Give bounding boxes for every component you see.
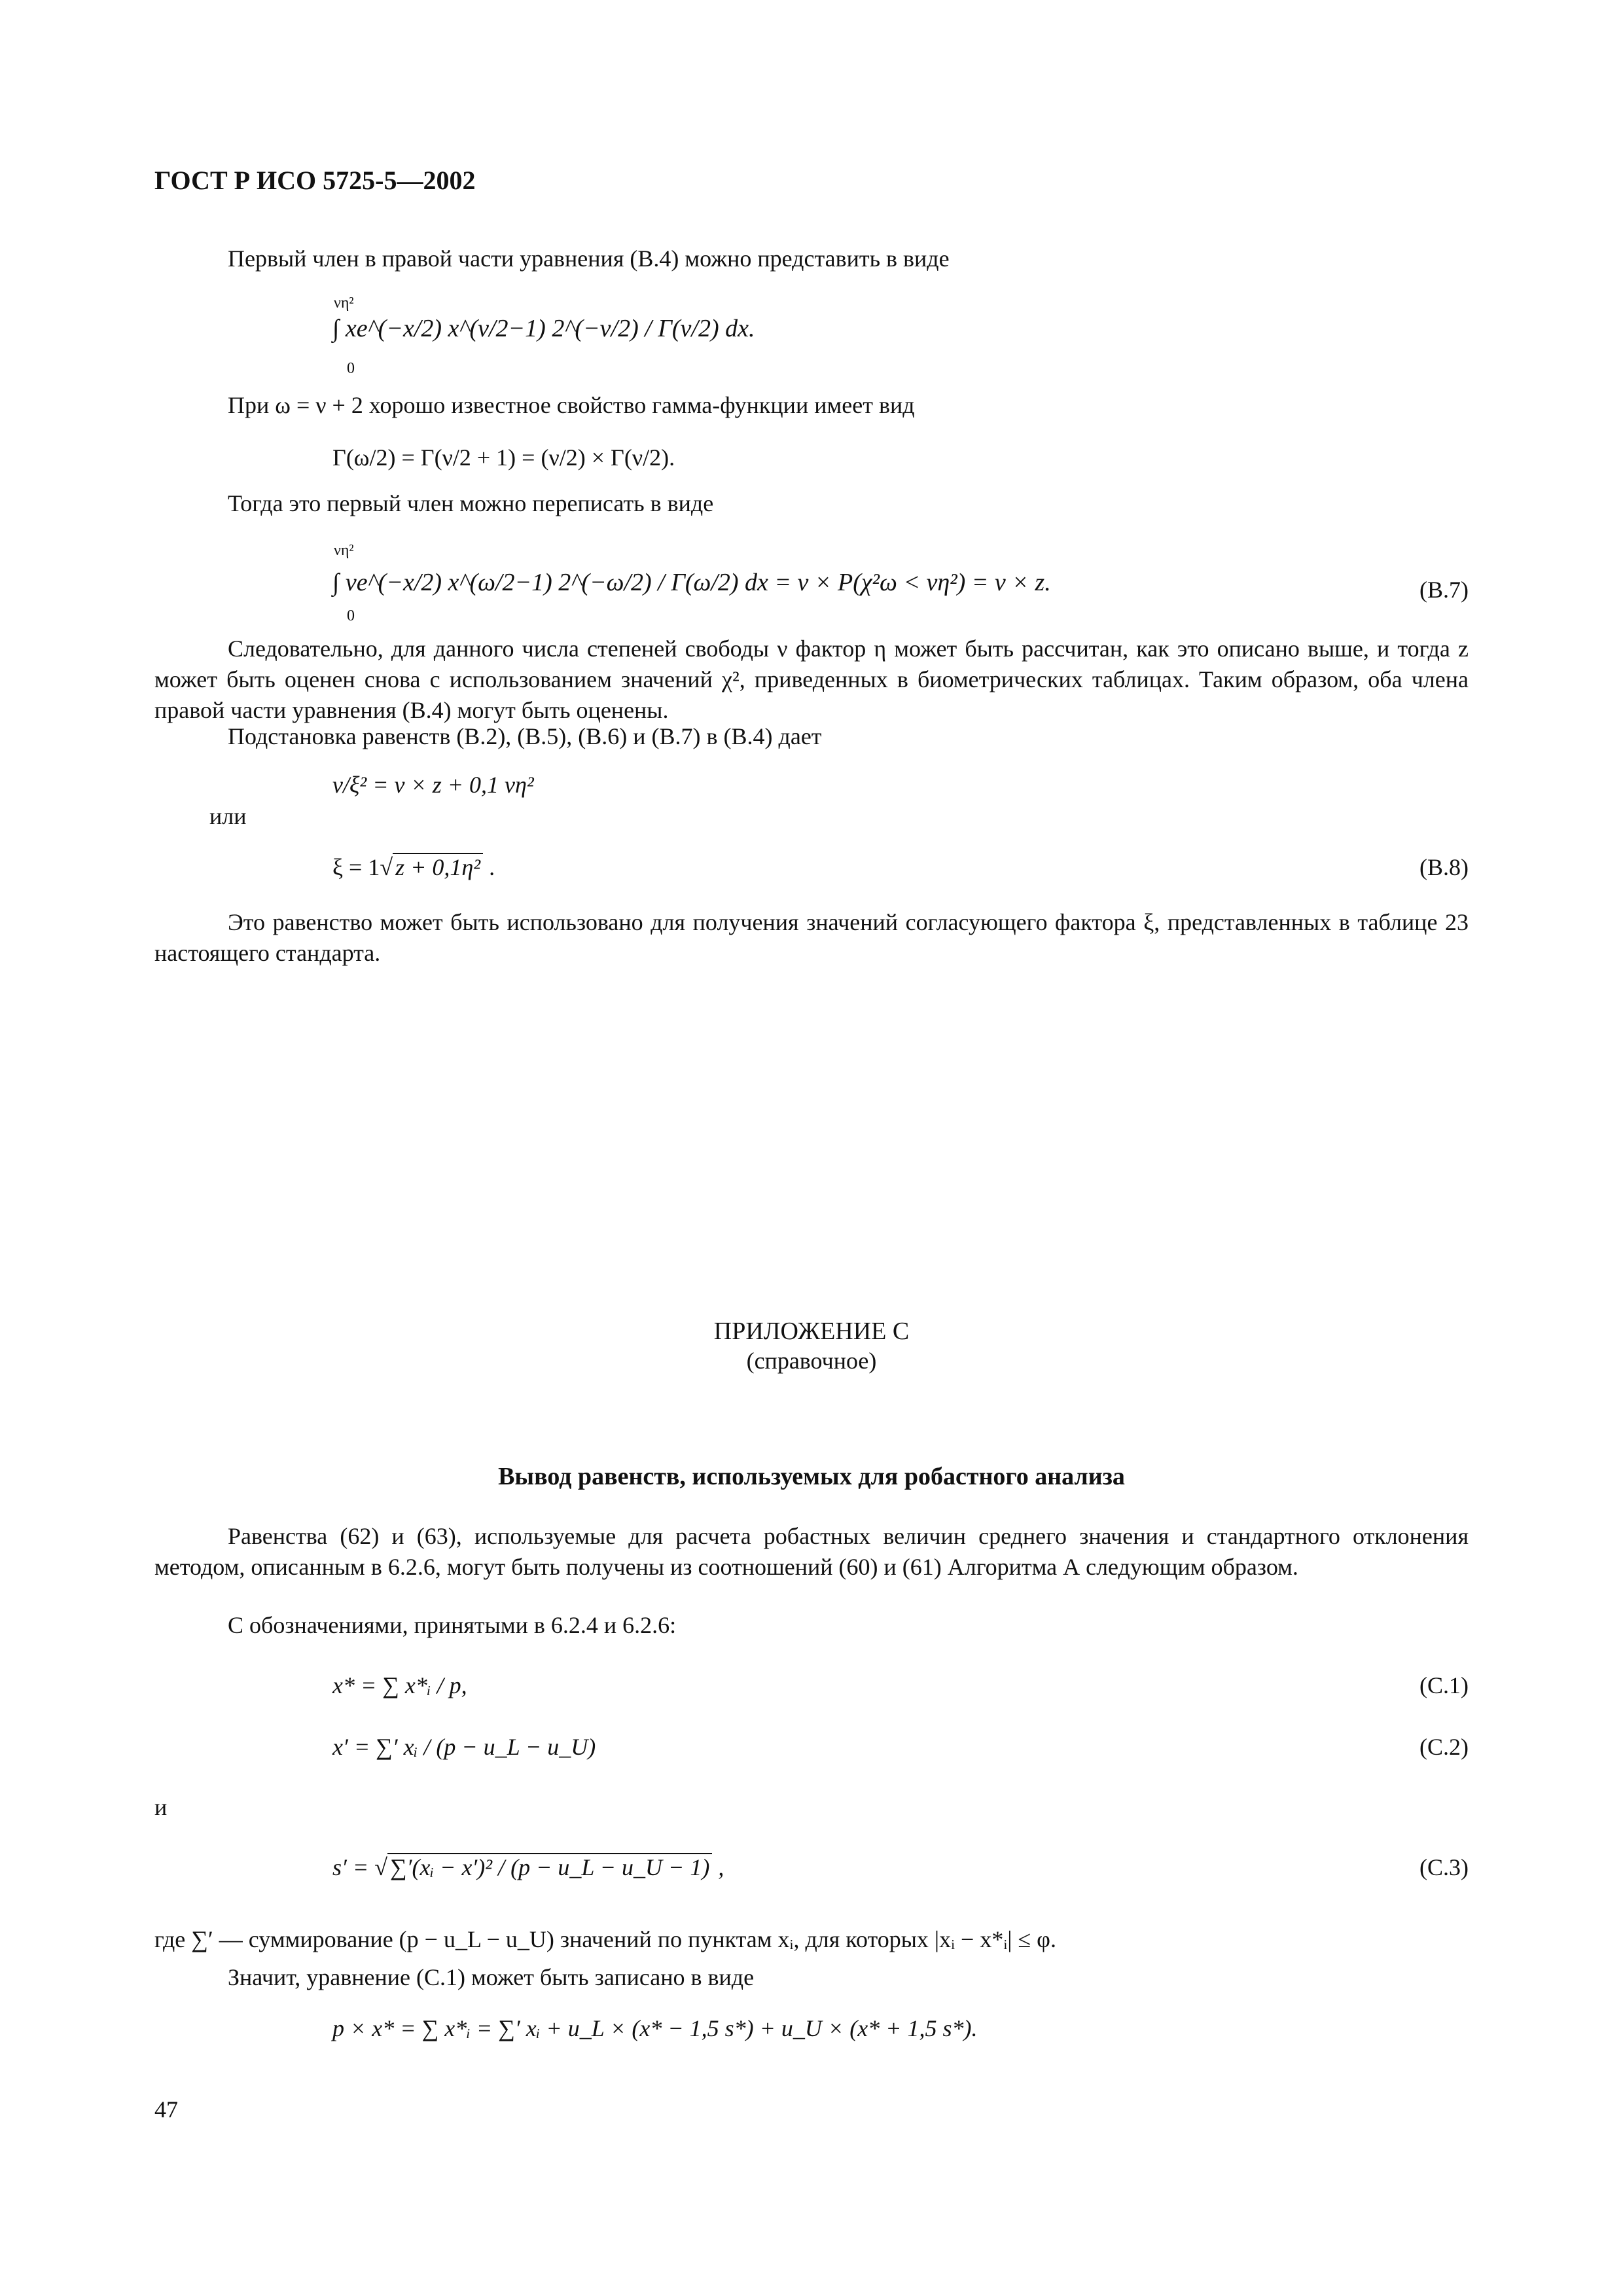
paragraph-c-intro: Равенства (62) и (63), используемые для расчета робастных величин среднего значения и стандартного отклонения методом, описанным в 6.2.6, могут быть получены из соотношений (60) и (61) Алгоритма А следующим образом. [154,1523,1469,1580]
integral1-lower-limit: 0 [347,360,355,377]
appendix-c-heading: Вывод равенств, используемых для робастного анализа [498,1463,1125,1490]
equation-c-final: p × x* = ∑ x*ᵢ = ∑′ xᵢ + u_L × (x* − 1,5 s*) + u_U × (x* + 1,5 s*). [332,2015,978,2041]
equation-c3-end: , [718,1854,724,1880]
equation-c3-radicand: ∑′(xᵢ − x′)² / (p − u_L − u_U − 1) [387,1853,712,1880]
integral1-body: ∫ xe^(−x/2) x^(ν/2−1) 2^(−ν/2) / Γ(ν/2) dx. [332,315,755,342]
gamma-equation: Γ(ω/2) = Γ(ν/2 + 1) = (ν/2) × Γ(ν/2). [332,444,675,471]
equation-c3 [332,1852,724,1883]
sqrt-sign: √ [380,854,393,880]
integral2-lower-limit: 0 [347,607,355,624]
equation-c2: x′ = ∑′ xᵢ / (p − u_L − u_U) [332,1734,596,1760]
paragraph-b-first-term: Первый член в правой части уравнения (В.4) можно представить в виде [228,245,950,272]
paragraph-c1-rewrite: Значит, уравнение (С.1) может быть записано в виде [228,1964,755,1990]
word-and: и [154,1794,168,1820]
appendix-c-subtitle: (справочное) [746,1348,877,1374]
equation-number-b7: (В.7) [1419,577,1469,603]
equation-number-c3: (С.3) [1419,1854,1469,1880]
equation-number-c1: (С.1) [1419,1672,1469,1698]
equation-b8-radicand: z + 0,1η² [393,853,483,880]
integral1-upper-limit: νη² [334,295,354,312]
equation-b8-end: . [489,854,495,880]
word-or: или [209,803,247,829]
integral2-upper-limit: νη² [334,542,354,559]
paragraph-consequently: Следовательно, для данного числа степеней свободы ν фактор η может быть рассчитан, как это описано выше, и тогда z может быть оценен снова с использованием значений χ², приведенных в биометрических таблицах. Таким образом, оба члена правой части уравнения (В.4) могут быть оценены. [154,636,1469,723]
sqrt-sign: √ [374,1854,387,1880]
document-code: ГОСТ Р ИСО 5725-5—2002 [154,166,476,195]
paragraph-gamma-property: При ω = ν + 2 хорошо известное свойство гамма-функции имеет вид [228,392,915,418]
integral2-body: ∫ νe^(−x/2) x^(ω/2−1) 2^(−ω/2) / Γ(ω/2) dx = ν × P(χ²ω < νη²) = ν × z. [332,569,1051,596]
paragraph-equality-usage: Это равенство может быть использовано для получения значений согласующего фактора ξ, представленных в таблице 23 настоящего стандарта. [154,909,1469,966]
equation-b8-left: ξ = 1 [332,854,380,880]
equation-c1: x* = ∑ x*ᵢ / p, [332,1672,467,1698]
equation-number-b8: (В.8) [1419,854,1469,880]
equation-c3-left: s′ = [332,1854,369,1880]
equation-b8 [332,852,495,883]
paragraph-sum-definition: где ∑′ — суммирование (p − u_L − u_U) значений по пунктам xᵢ, для которых |xᵢ − x*ᵢ| ≤ φ. [154,1926,1056,1952]
equation-number-c2: (С.2) [1419,1734,1469,1760]
paragraph-substitution: Подстановка равенств (В.2), (В.5), (В.6) и (В.7) в (В.4) дает [228,723,822,749]
equation-nu-xi: ν/ξ² = ν × z + 0,1 νη² [332,772,534,798]
paragraph-rewrite: Тогда это первый член можно переписать в виде [228,490,714,516]
appendix-c-title: ПРИЛОЖЕНИЕ С [713,1318,910,1345]
paragraph-c-notation: С обозначениями, принятыми в 6.2.4 и 6.2.6: [228,1612,677,1638]
page-number: 47 [154,2096,178,2123]
